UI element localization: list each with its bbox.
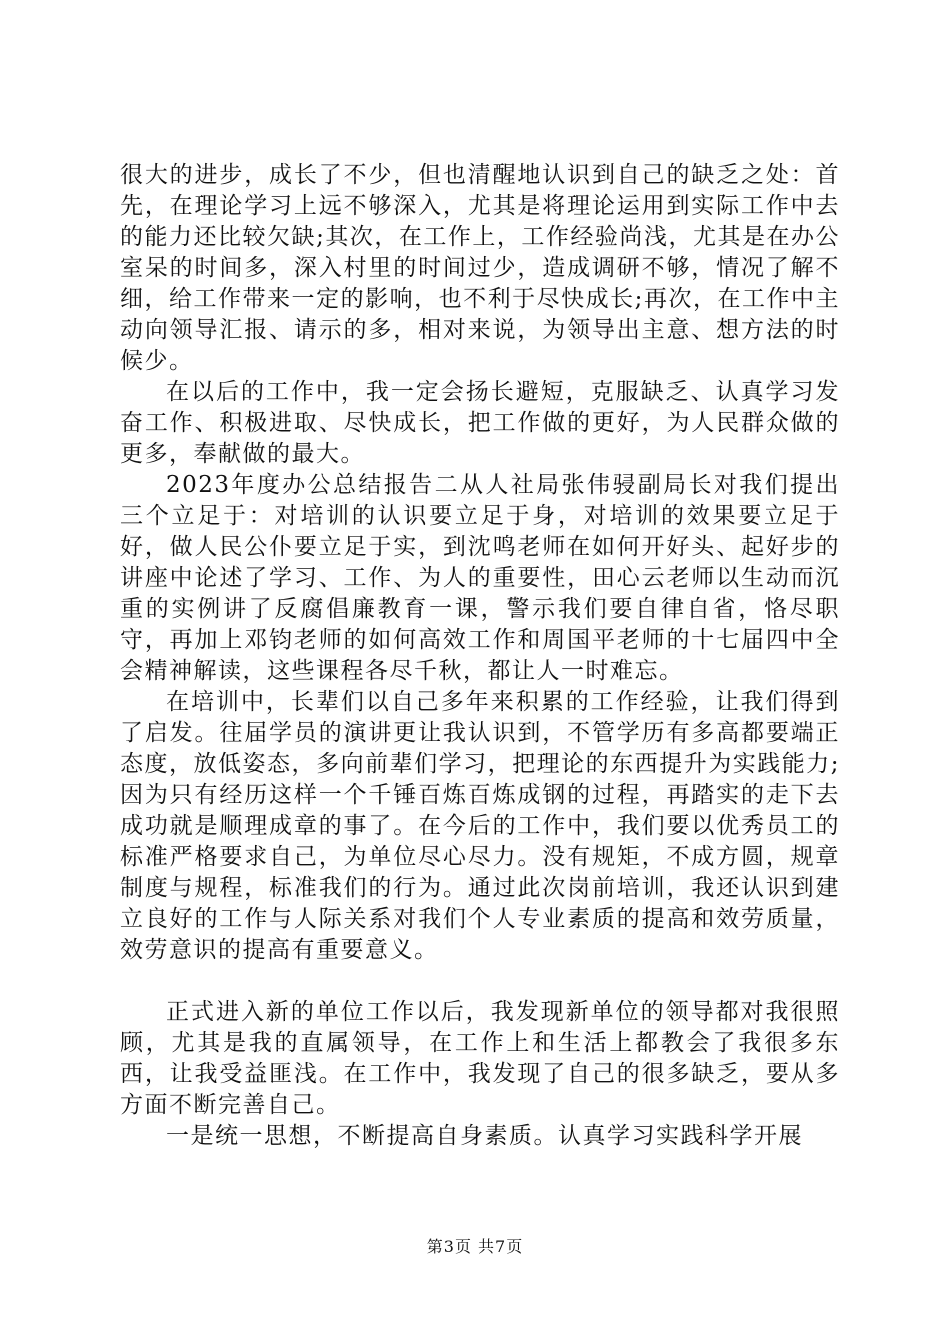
paragraph-5: 正式进入新的单位工作以后，我发现新单位的领导都对我很照顾，尤其是我的直属领导，在工作上和生活上都教会了我很多东西，让我受益匪浅。在工作中，我发现了自己的很多缺乏，要从多方面不断完善自己。 — [120, 999, 840, 1118]
paragraph-1: 很大的进步，成长了不少，但也清醒地认识到自己的缺乏之处：首先，在理论学习上远不够深入，尤其是将理论运用到实际工作中去的能力还比较欠缺;其次，在工作上，工作经验尚浅，尤其是在办公室呆的时间多，深入村里的时间过少，造成调研不够，情况了解不细，给工作带来一定的影响，也不利于尽快成长;再次，在工作中主动向领导汇报、请示的多，相对来说，为领导出主意、想方法的时候少。 — [120, 162, 840, 374]
paragraph-6: 一是统一思想，不断提高自身素质。认真学习实践科学开展 — [166, 1123, 803, 1149]
document-body — [120, 160, 840, 1152]
paragraph-4: 在培训中，长辈们以自己多年来积累的工作经验，让我们得到了启发。往届学员的演讲更让我认识到，不管学历有多高都要端正态度，放低姿态，多向前辈们学习，把理论的东西提升为实践能力;因为只有经历这样一个千锤百炼百炼成钢的过程，再踏实的走下去成功就是顺理成章的事了。在今后的工作中，我们要以优秀员工的标准严格要求自己，为单位尽心尽力。没有规矩，不成方圆，规章制度与规程，标准我们的行为。通过此次岗前培训，我还认识到建立良好的工作与人际关系对我们个人专业素质的提高和效劳质量，效劳意识的提高有重要意义。 — [120, 689, 840, 963]
paragraph-3: 2023年度办公总结报告二从人社局张伟骎副局长对我们提出三个立足于：对培训的认识要立足于身，对培训的效果要立足于好，做人民公仆要立足于实，到沈鸣老师在如何开好头、起好步的讲座中论述了学习、工作、为人的重要性，田心云老师以生动而沉重的实例讲了反腐倡廉教育一课，警示我们要自律自省，恪尽职守，再加上邓钧老师的如何高效工作和周国平老师的十七届四中全会精神解读，这些课程各尽千秋，都让人一时难忘。 — [120, 472, 840, 684]
paragraph-2: 在以后的工作中，我一定会扬长避短，克服缺乏、认真学习发奋工作、积极进取、尽快成长，把工作做的更好，为人民群众做的更多，奉献做的最大。 — [120, 379, 840, 467]
page-number-footer: 第3页 共7页 — [426, 1237, 524, 1256]
